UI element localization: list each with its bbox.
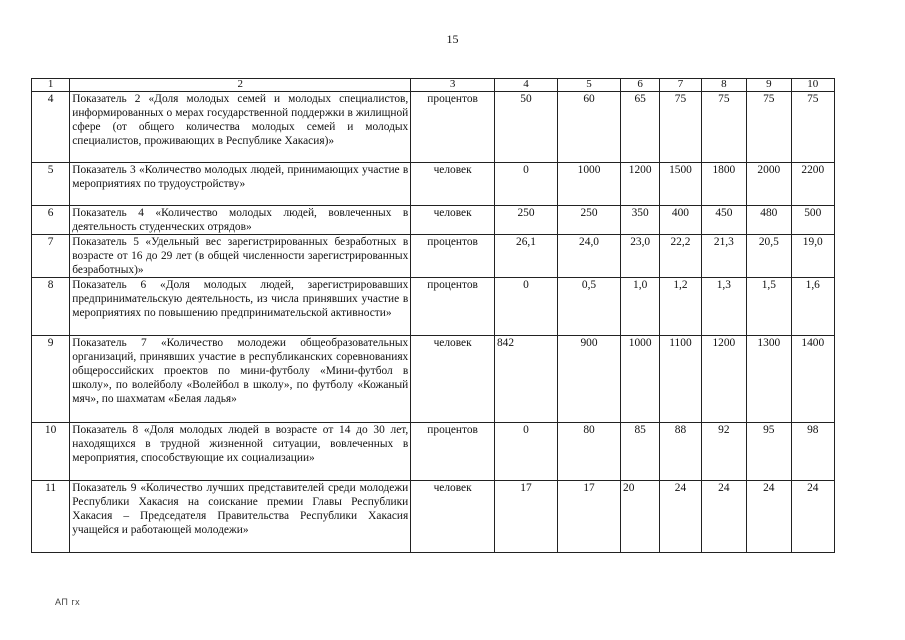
row-number: 4 bbox=[32, 92, 70, 163]
unit-cell: человек bbox=[411, 163, 495, 206]
unit-cell: человек bbox=[411, 481, 495, 553]
indicator-text: Показатель 3 «Количество молодых людей, принимающих участие в мероприятиях по трудоустройству» bbox=[70, 163, 411, 206]
value-cell: 75 bbox=[701, 92, 746, 163]
value-cell: 88 bbox=[660, 423, 701, 481]
header-cell: 2 bbox=[70, 79, 411, 92]
value-cell: 1,5 bbox=[747, 278, 791, 336]
value-cell: 0 bbox=[494, 278, 557, 336]
value-cell: 450 bbox=[701, 206, 746, 235]
header-cell: 3 bbox=[411, 79, 495, 92]
indicator-text: Показатель 4 «Количество молодых людей, вовлеченных в деятельность студенческих отрядов» bbox=[70, 206, 411, 235]
header-cell: 9 bbox=[747, 79, 791, 92]
value-cell: 60 bbox=[558, 92, 621, 163]
value-cell: 20,5 bbox=[747, 235, 791, 278]
value-cell: 98 bbox=[791, 423, 834, 481]
value-cell: 2000 bbox=[747, 163, 791, 206]
value-cell: 1300 bbox=[747, 336, 791, 423]
table-row bbox=[32, 278, 835, 336]
value-cell: 1000 bbox=[621, 336, 660, 423]
value-cell: 1200 bbox=[701, 336, 746, 423]
value-cell: 900 bbox=[558, 336, 621, 423]
value-cell: 1200 bbox=[621, 163, 660, 206]
value-cell: 26,1 bbox=[494, 235, 557, 278]
value-cell: 1,0 bbox=[621, 278, 660, 336]
header-cell: 4 bbox=[494, 79, 557, 92]
table-row bbox=[32, 423, 835, 481]
header-cell: 8 bbox=[701, 79, 746, 92]
header-cell: 1 bbox=[32, 79, 70, 92]
value-cell: 24,0 bbox=[558, 235, 621, 278]
value-cell: 0,5 bbox=[558, 278, 621, 336]
value-cell: 1800 bbox=[701, 163, 746, 206]
row-number: 6 bbox=[32, 206, 70, 235]
unit-cell: процентов bbox=[411, 278, 495, 336]
value-cell: 0 bbox=[494, 423, 557, 481]
value-cell: 1500 bbox=[660, 163, 701, 206]
indicators-table bbox=[31, 78, 835, 553]
value-cell: 1,2 bbox=[660, 278, 701, 336]
table-row bbox=[32, 92, 835, 163]
row-number: 5 bbox=[32, 163, 70, 206]
page-number: 15 bbox=[446, 32, 459, 46]
value-cell: 1000 bbox=[558, 163, 621, 206]
value-cell: 24 bbox=[791, 481, 834, 553]
table-row bbox=[32, 206, 835, 235]
row-number: 10 bbox=[32, 423, 70, 481]
table-row bbox=[32, 235, 835, 278]
value-cell: 250 bbox=[494, 206, 557, 235]
value-cell: 21,3 bbox=[701, 235, 746, 278]
indicator-text: Показатель 5 «Удельный вес зарегистрированных безработных в возрасте от 16 до 29 лет (в общей численности зарегистрированных безработных)» bbox=[70, 235, 411, 278]
value-cell: 23,0 bbox=[621, 235, 660, 278]
value-cell: 75 bbox=[791, 92, 834, 163]
value-cell: 17 bbox=[558, 481, 621, 553]
value-cell: 17 bbox=[494, 481, 557, 553]
value-cell: 75 bbox=[747, 92, 791, 163]
header-row bbox=[32, 79, 835, 92]
unit-cell: человек bbox=[411, 336, 495, 423]
row-number: 9 bbox=[32, 336, 70, 423]
value-cell: 842 bbox=[494, 336, 557, 423]
unit-cell: процентов bbox=[411, 235, 495, 278]
value-cell: 80 bbox=[558, 423, 621, 481]
value-cell: 19,0 bbox=[791, 235, 834, 278]
value-cell: 1400 bbox=[791, 336, 834, 423]
value-cell: 50 bbox=[494, 92, 557, 163]
value-cell: 1,3 bbox=[701, 278, 746, 336]
unit-cell: человек bbox=[411, 206, 495, 235]
value-cell: 24 bbox=[701, 481, 746, 553]
indicator-text: Показатель 7 «Количество молодежи общеобразовательных организаций, принявших участие в республиканских соревнованиях общероссийских проектов по мини-футболу «Мини-футбол в школу», по волейболу «Волейбол в школу», по футболу «Кожаный мяч», по шахматам «Белая ладья» bbox=[70, 336, 411, 423]
header-cell: 6 bbox=[621, 79, 660, 92]
value-cell: 1,6 bbox=[791, 278, 834, 336]
unit-cell: процентов bbox=[411, 423, 495, 481]
header-cell: 5 bbox=[558, 79, 621, 92]
value-cell: 65 bbox=[621, 92, 660, 163]
value-cell: 0 bbox=[494, 163, 557, 206]
row-number: 11 bbox=[32, 481, 70, 553]
row-number: 7 bbox=[32, 235, 70, 278]
header-cell: 7 bbox=[660, 79, 701, 92]
value-cell: 350 bbox=[621, 206, 660, 235]
table-row bbox=[32, 336, 835, 423]
unit-cell: процентов bbox=[411, 92, 495, 163]
indicator-text: Показатель 8 «Доля молодых людей в возрасте от 14 до 30 лет, находящихся в трудной жизненной ситуации, вовлеченных в мероприятия, способствующие их социализации» bbox=[70, 423, 411, 481]
value-cell: 24 bbox=[660, 481, 701, 553]
value-cell: 500 bbox=[791, 206, 834, 235]
indicator-text: Показатель 9 «Количество лучших представителей среди молодежи Республики Хакасия на соискание премии Главы Республики Хакасия – Председателя Правительства Республики Хакасия учащейся и работающей молодежи» bbox=[70, 481, 411, 553]
value-cell: 1100 bbox=[660, 336, 701, 423]
value-cell: 24 bbox=[747, 481, 791, 553]
value-cell: 95 bbox=[747, 423, 791, 481]
value-cell: 85 bbox=[621, 423, 660, 481]
indicator-text: Показатель 6 «Доля молодых людей, зарегистрировавших предпринимательскую деятельность, из числа принявших участие в мероприятиях по повышению предпринимательской активности» bbox=[70, 278, 411, 336]
value-cell: 2200 bbox=[791, 163, 834, 206]
row-number: 8 bbox=[32, 278, 70, 336]
value-cell: 92 bbox=[701, 423, 746, 481]
value-cell: 20 bbox=[621, 481, 660, 553]
value-cell: 250 bbox=[558, 206, 621, 235]
header-cell: 10 bbox=[791, 79, 834, 92]
table-row bbox=[32, 481, 835, 553]
value-cell: 75 bbox=[660, 92, 701, 163]
value-cell: 22,2 bbox=[660, 235, 701, 278]
footer-mark: АП гх bbox=[55, 597, 81, 607]
table-row bbox=[32, 163, 835, 206]
indicator-text: Показатель 2 «Доля молодых семей и молодых специалистов, информированных о мерах государственной поддержки в жилищной сфере (от общего количества молодых семей и молодых специалистов, проживающих в Республике Хакасия)» bbox=[70, 92, 411, 163]
value-cell: 400 bbox=[660, 206, 701, 235]
value-cell: 480 bbox=[747, 206, 791, 235]
